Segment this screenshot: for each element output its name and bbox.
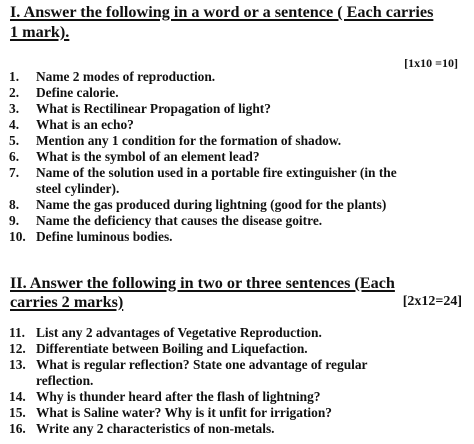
question-text: What is Saline water? Why is it unfit for irrigation? — [36, 405, 332, 420]
question-number: 4. — [9, 117, 20, 132]
question-number: 15. — [9, 405, 26, 420]
section-2-marks: [2x12=24] — [402, 294, 462, 309]
question-item — [9, 149, 469, 165]
question-text: Name 2 modes of reproduction. — [36, 69, 216, 84]
question-number: 14. — [9, 389, 26, 404]
question-item — [9, 197, 469, 213]
question-text: Define calorie. — [36, 85, 119, 100]
question-number: 16. — [9, 421, 26, 436]
question-item — [9, 133, 469, 149]
section-2-question-list — [9, 325, 469, 437]
question-number: 6. — [9, 149, 20, 164]
question-number: 8. — [9, 197, 20, 212]
question-item — [9, 69, 469, 85]
section-1-marks: [1x10 =10] — [404, 56, 458, 70]
question-text: Why is thunder heard after the flash of lightning? — [36, 389, 321, 404]
question-item — [9, 85, 469, 101]
question-number: 9. — [9, 213, 20, 228]
question-item — [9, 421, 469, 437]
section-1-question-list — [9, 69, 469, 245]
question-item — [9, 101, 469, 117]
question-item — [9, 213, 469, 229]
section-1-title-line-2: 1 mark). — [10, 23, 70, 41]
question-number: 2. — [9, 85, 20, 100]
section-2-title-line-1: II. Answer the following in two or three sentences (Each — [10, 274, 395, 292]
question-text: List any 2 advantages of Vegetative Reproduction. — [36, 325, 322, 340]
question-item — [9, 389, 469, 405]
question-number: 10. — [9, 229, 26, 244]
question-text: Name the gas produced during lightning (good for the plants) — [36, 197, 387, 212]
question-item — [9, 325, 469, 341]
question-text: What is the symbol of an element lead? — [36, 149, 260, 164]
question-number: 1. — [9, 69, 20, 84]
question-text-continuation: reflection. — [36, 373, 94, 388]
question-number: 11. — [9, 325, 25, 340]
section-2-title-line-2: carries 2 marks) — [10, 293, 124, 311]
question-text: What is regular reflection? State one advantage of regular — [36, 357, 368, 372]
question-text: Define luminous bodies. — [36, 229, 173, 244]
question-number: 13. — [9, 357, 26, 372]
question-item — [9, 229, 469, 245]
question-number: 3. — [9, 101, 20, 116]
question-item — [9, 341, 469, 357]
question-text: Write any 2 characteristics of non-metals. — [36, 421, 275, 436]
question-number: 5. — [9, 133, 20, 148]
question-item — [9, 357, 469, 389]
question-item — [9, 405, 469, 421]
question-text-continuation: steel cylinder). — [36, 181, 120, 196]
question-item — [9, 165, 469, 197]
question-number: 7. — [9, 165, 20, 180]
question-item — [9, 117, 469, 133]
question-number: 12. — [9, 341, 26, 356]
question-text: Mention any 1 condition for the formation of shadow. — [36, 133, 342, 148]
question-text: Name of the solution used in a portable fire extinguisher (in the — [36, 165, 397, 180]
question-text: What is an echo? — [36, 117, 134, 132]
question-text: What is Rectilinear Propagation of light? — [36, 101, 271, 116]
section-1-title-line-1: I. Answer the following in a word or a sentence ( Each carries — [10, 3, 434, 21]
question-text: Name the deficiency that causes the disease goitre. — [36, 213, 323, 228]
question-text: Differentiate between Boiling and Liquefaction. — [36, 341, 308, 356]
